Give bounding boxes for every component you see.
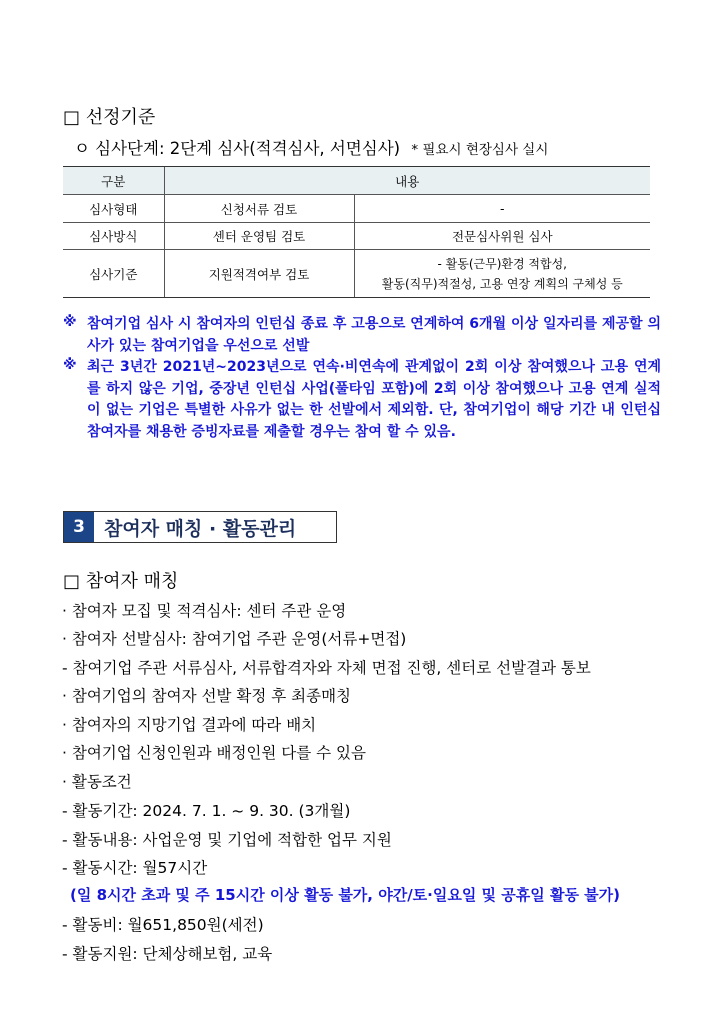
review-step-note: * 필요시 현장심사 실시 xyxy=(411,142,549,158)
selection-heading: □ 선정기준 xyxy=(63,107,156,128)
list-item: · 참여기업의 참여자 선발 확정 후 최종매칭 xyxy=(62,687,352,705)
row-item: 지원적격여부 검토 xyxy=(164,250,354,298)
list-item: · 참여자 모집 및 적격심사: 센터 주관 운영 xyxy=(62,602,347,620)
row-category: 심사형태 xyxy=(63,195,164,223)
list-item: - 활동지원: 단체상해보험, 교육 xyxy=(62,945,273,963)
note-exclusion xyxy=(63,357,661,467)
matching-heading: □ 참여자 매칭 xyxy=(63,571,179,592)
review-step-text: ㅇ 심사단계: 2단계 심사(적격심사, 서면심사) xyxy=(74,139,401,158)
list-item: - 활동내용: 사업운영 및 기업에 적합한 업무 지원 xyxy=(62,831,392,849)
list-item: - 참여기업 주관 서류심사, 서류합격자와 자체 면접 진행, 센터로 선발결과 통보 xyxy=(62,659,591,677)
section-heading xyxy=(63,511,337,543)
note-priority xyxy=(63,314,661,358)
table-row xyxy=(63,250,650,298)
list-item: · 참여자의 지망기업 결과에 따라 배치 xyxy=(62,716,317,734)
note-mark: ※ xyxy=(63,314,77,330)
hours-note: (일 8시간 초과 및 주 15시간 이상 활동 불가, 야간/토·일요일 및 공휴일 활동 불가) xyxy=(70,886,620,904)
row-item: 신청서류 검토 xyxy=(164,195,354,223)
table-row xyxy=(63,223,650,250)
row-detail-line: - 활동(근무)환경 적합성, xyxy=(437,256,567,271)
row-item: 센터 운영팀 검토 xyxy=(164,223,354,250)
review-step-line xyxy=(74,135,548,159)
section-title: 참여자 매칭 · 활동관리 xyxy=(104,517,297,540)
row-category: 심사기준 xyxy=(63,250,164,298)
row-detail-line: 활동(직무)적절성, 고용 연장 계획의 구체성 등 xyxy=(381,276,623,291)
list-item: - 활동시간: 월57시간 xyxy=(62,859,208,877)
list-item: - 활동기간: 2024. 7. 1. ~ 9. 30. (3개월) xyxy=(62,802,351,820)
row-category: 심사방식 xyxy=(63,223,164,250)
row-detail: - xyxy=(354,195,650,223)
note-text: 참여기업 심사 시 참여자의 인턴십 종료 후 고용으로 연계하여 6개월 이상 일자리를 제공할 의사가 있는 참여기업을 우선으로 선발 xyxy=(87,316,661,354)
header-content: 내용 xyxy=(164,167,650,195)
note-text: 최근 3년간 2021년~2023년으로 연속·비연속에 관계없이 2회 이상 참여했으나 고용 연계를 하지 않은 기업, 중장년 인턴십 사업(풀타임 포함)에 2회 이상 참여했으나 고용 연계 실적이 없는 기업은 특별한 사유가 없는 한 선발에서 제외함. 단, 참여기업이 해당 기간 내 인턴십 참여자를 채용한 증빙자료를 제출할 경우는 참여 할 수 있음. xyxy=(87,359,661,440)
list-item: · 참여자 선발심사: 참여기업 주관 운영(서류+면접) xyxy=(62,630,407,648)
header-category: 구분 xyxy=(63,167,164,195)
list-item: · 활동조건 xyxy=(62,773,132,791)
list-item: · 참여기업 신청인원과 배정인원 다를 수 있음 xyxy=(62,744,367,762)
section-number: 3 xyxy=(64,512,94,542)
criteria-table-header xyxy=(63,167,650,195)
row-detail: 전문심사위원 심사 xyxy=(354,223,650,250)
row-detail xyxy=(354,250,650,298)
list-item: - 활동비: 월651,850원(세전) xyxy=(62,916,264,934)
criteria-table xyxy=(63,166,650,298)
note-mark: ※ xyxy=(63,357,77,373)
table-row xyxy=(63,195,650,223)
